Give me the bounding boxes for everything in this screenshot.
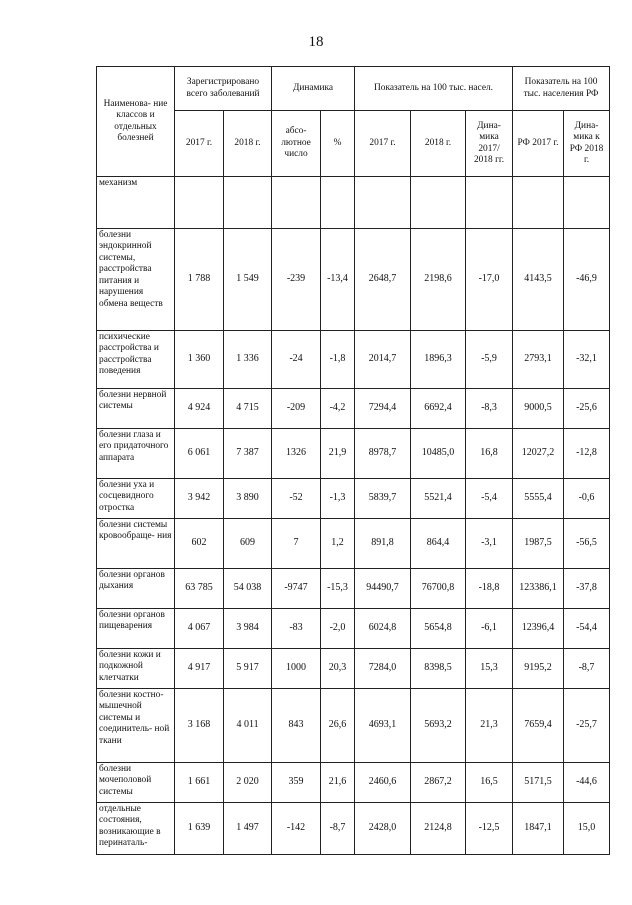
header-registered: Зарегистрировано всего заболеваний	[175, 67, 272, 111]
cell-rf-2017: 2793,1	[513, 331, 564, 389]
cell-rf-2017: 12027,2	[513, 429, 564, 479]
cell-rate-2018: 2198,6	[411, 229, 466, 331]
table-row	[97, 479, 610, 519]
header-per-100k: Показатель на 100 тыс. насел.	[355, 67, 513, 111]
cell-registered-2017: 4 067	[175, 609, 224, 649]
cell-percent: 20,3	[321, 649, 355, 689]
cell-percent: -2,0	[321, 609, 355, 649]
table-row	[97, 429, 610, 479]
cell-rf-2017: 1847,1	[513, 803, 564, 855]
cell-rate-dynamics: -8,3	[466, 389, 513, 429]
cell-rf-dynamics	[564, 177, 610, 229]
cell-percent: -15,3	[321, 569, 355, 609]
cell-rf-dynamics: -44,6	[564, 763, 610, 803]
table-row	[97, 689, 610, 763]
cell-percent: -1,3	[321, 479, 355, 519]
cell-rate-2017: 5839,7	[355, 479, 411, 519]
row-name: болезни костно- мышечной системы и соединитель- ной ткани	[97, 689, 175, 763]
cell-rate-dynamics: -17,0	[466, 229, 513, 331]
header-absolute: абсо- лютное число	[272, 111, 321, 177]
cell-registered-2017: 1 360	[175, 331, 224, 389]
table-row	[97, 649, 610, 689]
cell-absolute: -239	[272, 229, 321, 331]
cell-registered-2018: 3 890	[224, 479, 272, 519]
cell-absolute: -9747	[272, 569, 321, 609]
row-name: болезни кожи и подкожной клетчатки	[97, 649, 175, 689]
cell-rate-2017	[355, 177, 411, 229]
cell-rf-dynamics: -25,7	[564, 689, 610, 763]
header-2018: 2018 г.	[224, 111, 272, 177]
cell-rate-2017: 2460,6	[355, 763, 411, 803]
header-name-column: Наименова- ние классов и отдельных болезней	[97, 67, 175, 177]
cell-registered-2018	[224, 177, 272, 229]
cell-absolute: 7	[272, 519, 321, 569]
cell-registered-2017: 3 168	[175, 689, 224, 763]
table-row	[97, 389, 610, 429]
cell-rf-2017: 123386,1	[513, 569, 564, 609]
cell-registered-2018: 609	[224, 519, 272, 569]
cell-rate-2017: 891,8	[355, 519, 411, 569]
cell-rf-dynamics: -25,6	[564, 389, 610, 429]
cell-registered-2017: 63 785	[175, 569, 224, 609]
row-name: болезни глаза и его придаточного аппарата	[97, 429, 175, 479]
cell-absolute: -209	[272, 389, 321, 429]
cell-rate-dynamics: -3,1	[466, 519, 513, 569]
cell-rate-dynamics: 16,8	[466, 429, 513, 479]
cell-rate-2017: 2428,0	[355, 803, 411, 855]
header-rate-dynamics: Дина- мика 2017/ 2018 гг.	[466, 111, 513, 177]
table-row	[97, 569, 610, 609]
table-body	[97, 177, 610, 855]
cell-percent: 21,9	[321, 429, 355, 479]
table-row	[97, 331, 610, 389]
cell-registered-2018: 4 715	[224, 389, 272, 429]
cell-rf-2017: 9000,5	[513, 389, 564, 429]
cell-percent: -13,4	[321, 229, 355, 331]
cell-percent: -4,2	[321, 389, 355, 429]
cell-percent: 1,2	[321, 519, 355, 569]
cell-percent: 21,6	[321, 763, 355, 803]
header-percent: %	[321, 111, 355, 177]
cell-rate-dynamics: -5,9	[466, 331, 513, 389]
cell-registered-2018: 5 917	[224, 649, 272, 689]
cell-rate-2017: 7284,0	[355, 649, 411, 689]
cell-registered-2017: 1 661	[175, 763, 224, 803]
cell-rate-2018: 6692,4	[411, 389, 466, 429]
cell-rf-dynamics: -8,7	[564, 649, 610, 689]
cell-rate-2017: 4693,1	[355, 689, 411, 763]
cell-rf-2017	[513, 177, 564, 229]
table-row	[97, 609, 610, 649]
row-name: болезни уха и сосцевидного отростка	[97, 479, 175, 519]
cell-rate-dynamics: 16,5	[466, 763, 513, 803]
cell-rf-dynamics: -37,8	[564, 569, 610, 609]
row-name: болезни эндокринной системы, расстройства питания и нарушения обмена веществ	[97, 229, 175, 331]
row-name: отдельные состояния, возникающие в перинаталь-	[97, 803, 175, 855]
cell-rate-2017: 6024,8	[355, 609, 411, 649]
cell-percent: -1,8	[321, 331, 355, 389]
cell-registered-2018: 54 038	[224, 569, 272, 609]
cell-absolute: -83	[272, 609, 321, 649]
page-number: 18	[308, 34, 324, 50]
cell-registered-2017: 1 788	[175, 229, 224, 331]
cell-rate-2017: 94490,7	[355, 569, 411, 609]
cell-rate-2017: 7294,4	[355, 389, 411, 429]
cell-registered-2018: 1 336	[224, 331, 272, 389]
header-rf-2017: РФ 2017 г.	[513, 111, 564, 177]
cell-rate-2018: 5521,4	[411, 479, 466, 519]
cell-rf-dynamics: -0,6	[564, 479, 610, 519]
cell-rate-dynamics: 15,3	[466, 649, 513, 689]
cell-registered-2017: 3 942	[175, 479, 224, 519]
cell-rate-2018: 1896,3	[411, 331, 466, 389]
table-row	[97, 229, 610, 331]
cell-rf-2017: 9195,2	[513, 649, 564, 689]
cell-registered-2018: 1 549	[224, 229, 272, 331]
cell-rf-2017: 7659,4	[513, 689, 564, 763]
cell-rate-2018	[411, 177, 466, 229]
cell-rate-2018: 10485,0	[411, 429, 466, 479]
table-row	[97, 803, 610, 855]
row-name: механизм	[97, 177, 175, 229]
cell-rate-dynamics: -12,5	[466, 803, 513, 855]
cell-absolute: -52	[272, 479, 321, 519]
cell-rate-dynamics: -5,4	[466, 479, 513, 519]
cell-rate-dynamics: 21,3	[466, 689, 513, 763]
cell-rf-dynamics: -12,8	[564, 429, 610, 479]
cell-registered-2018: 2 020	[224, 763, 272, 803]
header-rate-2018: 2018 г.	[411, 111, 466, 177]
cell-absolute	[272, 177, 321, 229]
cell-registered-2017	[175, 177, 224, 229]
row-name: психические расстройства и расстройства поведения	[97, 331, 175, 389]
cell-percent: 26,6	[321, 689, 355, 763]
cell-rf-2017: 1987,5	[513, 519, 564, 569]
cell-rf-dynamics: 15,0	[564, 803, 610, 855]
cell-registered-2017: 6 061	[175, 429, 224, 479]
cell-absolute: 1000	[272, 649, 321, 689]
cell-absolute: 1326	[272, 429, 321, 479]
cell-rate-2018: 864,4	[411, 519, 466, 569]
cell-registered-2017: 602	[175, 519, 224, 569]
disease-statistics-table	[96, 66, 610, 855]
header-rf-dynamics: Дина- мика к РФ 2018 г.	[564, 111, 610, 177]
cell-registered-2018: 4 011	[224, 689, 272, 763]
cell-registered-2017: 4 924	[175, 389, 224, 429]
cell-rate-dynamics	[466, 177, 513, 229]
cell-rate-2017: 8978,7	[355, 429, 411, 479]
cell-rate-2018: 2867,2	[411, 763, 466, 803]
cell-rate-2018: 8398,5	[411, 649, 466, 689]
cell-rf-2017: 4143,5	[513, 229, 564, 331]
cell-absolute: -142	[272, 803, 321, 855]
cell-percent	[321, 177, 355, 229]
row-name: болезни органов пищеварения	[97, 609, 175, 649]
cell-absolute: 843	[272, 689, 321, 763]
cell-rf-dynamics: -56,5	[564, 519, 610, 569]
cell-registered-2018: 3 984	[224, 609, 272, 649]
header-rf: Показатель на 100 тыс. населения РФ	[513, 67, 610, 111]
row-name: болезни нервной системы	[97, 389, 175, 429]
row-name: болезни мочеполовой системы	[97, 763, 175, 803]
cell-rate-2017: 2014,7	[355, 331, 411, 389]
row-name: болезни органов дыхания	[97, 569, 175, 609]
cell-registered-2017: 4 917	[175, 649, 224, 689]
cell-absolute: 359	[272, 763, 321, 803]
cell-rf-2017: 5555,4	[513, 479, 564, 519]
table-row	[97, 519, 610, 569]
cell-registered-2017: 1 639	[175, 803, 224, 855]
cell-rate-2018: 2124,8	[411, 803, 466, 855]
cell-registered-2018: 7 387	[224, 429, 272, 479]
header-dynamics: Динамика	[272, 67, 355, 111]
table-row	[97, 177, 610, 229]
table-row	[97, 763, 610, 803]
cell-rate-2018: 5654,8	[411, 609, 466, 649]
cell-percent: -8,7	[321, 803, 355, 855]
row-name: болезни системы кровообраще- ния	[97, 519, 175, 569]
cell-absolute: -24	[272, 331, 321, 389]
header-rate-2017: 2017 г.	[355, 111, 411, 177]
cell-rf-2017: 12396,4	[513, 609, 564, 649]
cell-rf-dynamics: -32,1	[564, 331, 610, 389]
header-2017: 2017 г.	[175, 111, 224, 177]
cell-rate-2018: 5693,2	[411, 689, 466, 763]
cell-registered-2018: 1 497	[224, 803, 272, 855]
cell-rate-dynamics: -18,8	[466, 569, 513, 609]
cell-rf-dynamics: -54,4	[564, 609, 610, 649]
cell-rate-dynamics: -6,1	[466, 609, 513, 649]
cell-rate-2017: 2648,7	[355, 229, 411, 331]
cell-rf-dynamics: -46,9	[564, 229, 610, 331]
cell-rate-2018: 76700,8	[411, 569, 466, 609]
cell-rf-2017: 5171,5	[513, 763, 564, 803]
